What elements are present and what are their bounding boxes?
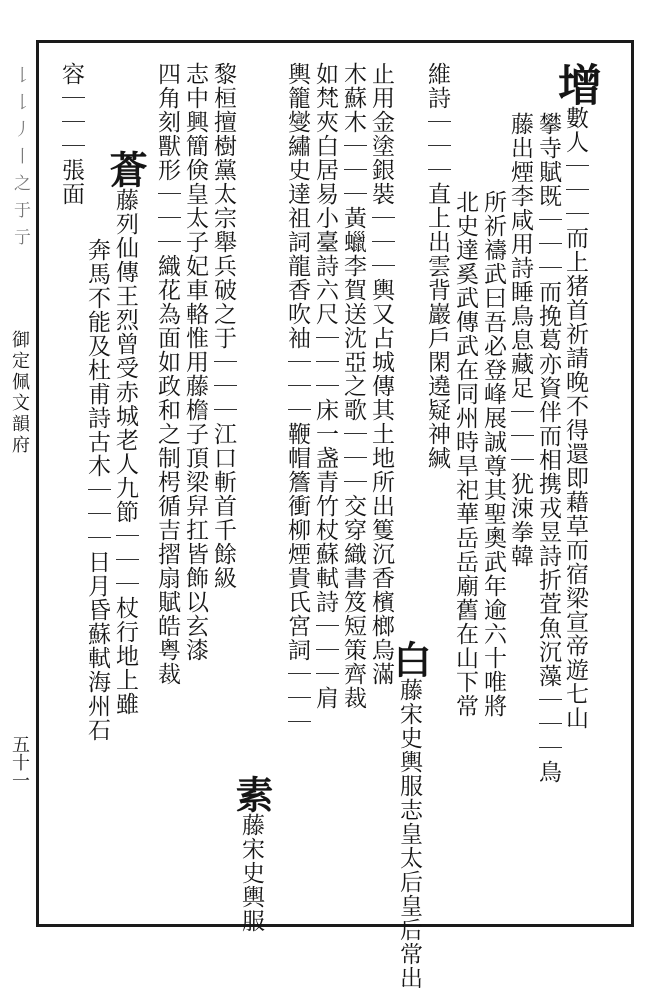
top-border: [36, 40, 634, 43]
text-column: 素藤宋史輿服: [229, 775, 274, 933]
text-column: 增數人｜｜｜而上猪首祈請晚不得還即藉草而宿梁宣帝遊七山: [550, 62, 601, 730]
text-column: 如梵夾白居易小臺詩六尺｜｜｜床一盏青竹杖蘇軾詩｜｜｜肩: [312, 62, 338, 710]
text-column: 奔馬不能及杜甫詩古木｜｜｜日月昏蘇軾海州石: [84, 238, 110, 742]
text-column: 木蘇木｜｜｜黃蠟李賀送沈亞之歌｜｜｜交穿織書笈短策齊裁: [340, 62, 366, 710]
right-border: [631, 40, 634, 927]
text-column: 四角刻獸形｜｜｜織花為面如政和之制枵循吉摺扇賦皓粤裁: [154, 62, 180, 686]
bottom-border: [36, 924, 634, 927]
text-column: 白藤宋史輿服志皇太后皇后常出: [387, 640, 432, 990]
text-column: 志中興簡倹皇太子妃車輅惟用藤檐子頂梁舁扛皆飾以玄漆: [182, 62, 208, 662]
book-title: 御定佩文韻府: [9, 330, 30, 456]
page-number: 五十一: [9, 735, 30, 789]
text-column: 藤出煙李咸用詩睡鳥息藏足｜｜｜犹涑拳韓: [507, 112, 533, 568]
text-column: 攀寺賦既｜｜｜而挽葛亦資伴而相携戎昱詩折萓魚沉藻｜｜｜鳥: [535, 112, 561, 784]
text-column: 黎桓擅樹黨太宗舉兵破之于｜｜｜江口斬首千餘級: [210, 62, 236, 590]
text-column: 輿籠燮繡史達祖詞龍香吹袖｜｜｜鞭帽簷衝柳煙貴氏宮詞｜｜｜: [284, 62, 310, 734]
text-column: 北史達奚武傳武在同州時旱祀華岳岳廟舊在山下常: [452, 190, 478, 718]
text-column: 止用金塗銀裝｜｜｜輿又占城傳其土地所出篗沉香檳榔烏滿: [368, 62, 394, 686]
text-column: 容｜｜｜張面: [58, 62, 84, 206]
text-column: 蒼藤列仙傳王烈曾受赤城老人九節｜｜｜杖行地上雖: [103, 150, 148, 716]
text-column: 維詩｜｜｜直上出雲背巖戶閑遶疑神緘: [424, 62, 450, 470]
left-border: [36, 40, 39, 927]
margin-top-glyphs: 𠄌𠄌丿丨之于亍: [10, 66, 30, 255]
text-column: 所祈禱武曰吾必登峰展誠尊其聖奧武年逾六十唯將: [480, 190, 506, 718]
